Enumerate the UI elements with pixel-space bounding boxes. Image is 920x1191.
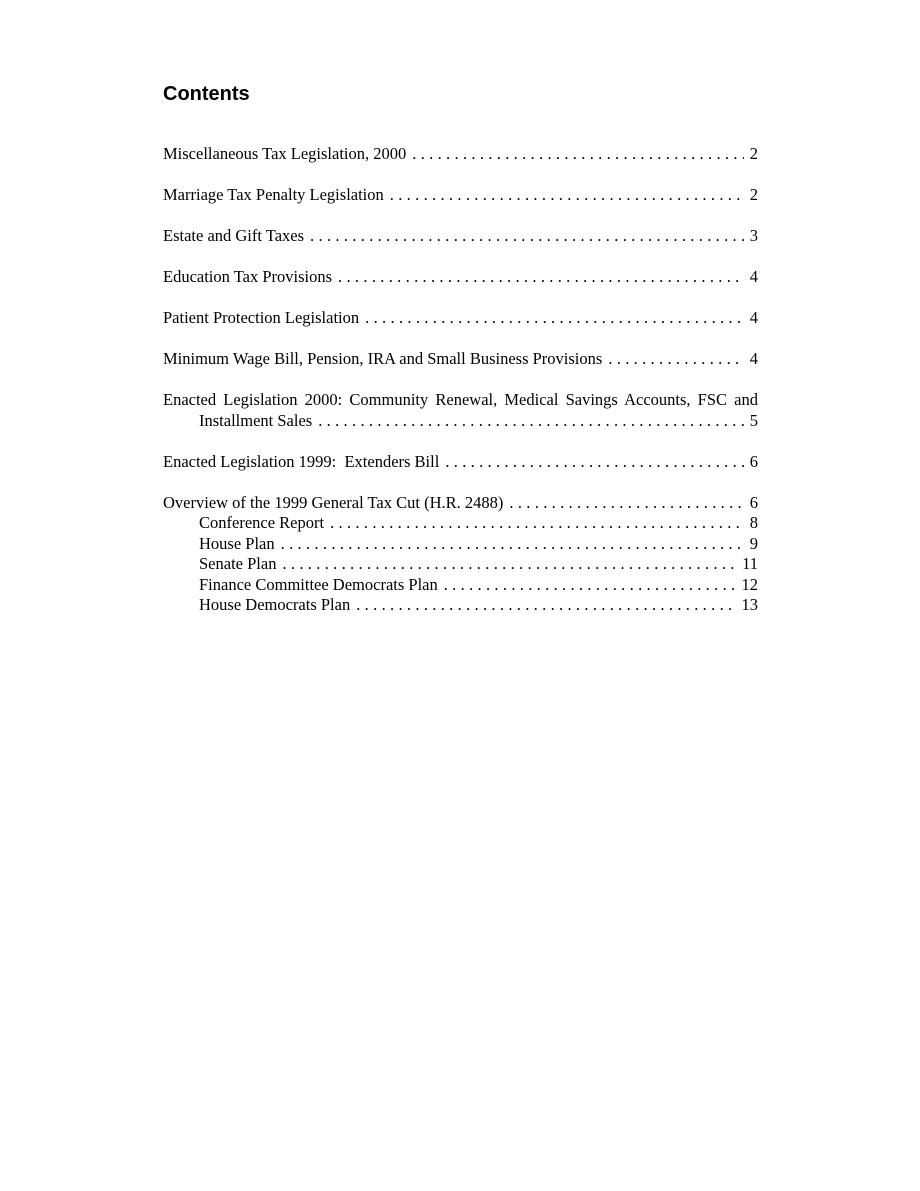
- table-of-contents: [163, 144, 758, 616]
- toc-subentry-title: Conference Report: [199, 513, 325, 532]
- toc-subentry-page: 9: [749, 533, 758, 553]
- dot-leader: [356, 595, 735, 616]
- toc-entry-title: Marriage Tax Penalty Legislation: [163, 185, 384, 204]
- dot-leader: [310, 226, 744, 247]
- dot-leader: [444, 575, 736, 596]
- toc-subentry-title: Finance Committee Democrats Plan: [199, 574, 438, 594]
- toc-entry-page: 6: [749, 451, 758, 471]
- dot-leader: [338, 267, 744, 288]
- toc-entry-page: 3: [749, 226, 758, 245]
- toc-subentry-title: House Plan: [199, 533, 275, 553]
- toc-subentry-title: Senate Plan: [199, 554, 277, 573]
- toc-subentry-title: House Democrats Plan: [199, 595, 351, 614]
- dot-leader: [412, 144, 744, 165]
- dot-leader: [282, 554, 736, 575]
- toc-entry-title: Miscellaneous Tax Legislation, 2000: [163, 144, 407, 163]
- toc-subentry[interactable]: [199, 595, 758, 616]
- toc-subentry-page: 12: [741, 574, 758, 594]
- toc-entry[interactable]: [163, 493, 758, 616]
- toc-subentry[interactable]: [199, 534, 758, 555]
- toc-entry[interactable]: [163, 144, 758, 165]
- dot-leader: [281, 534, 744, 555]
- dot-leader: [330, 513, 744, 534]
- toc-entry-title: Minimum Wage Bill, Pension, IRA and Small Business Provisions: [163, 349, 603, 368]
- toc-entry[interactable]: [163, 349, 758, 370]
- document-page: [163, 80, 758, 636]
- toc-entry-page: 2: [749, 185, 758, 204]
- dot-leader: [608, 349, 743, 370]
- toc-entry[interactable]: [163, 452, 758, 473]
- toc-subentry[interactable]: [199, 575, 758, 596]
- toc-entry[interactable]: [163, 185, 758, 206]
- toc-entry-title: Patient Protection Legislation: [163, 308, 360, 327]
- toc-entry-page: 2: [749, 144, 758, 163]
- toc-entry[interactable]: [163, 226, 758, 247]
- dot-leader: [390, 185, 744, 206]
- dot-leader: [445, 452, 743, 473]
- toc-entry-title: Enacted Legislation 1999: Extenders Bill: [163, 451, 440, 471]
- toc-subentry-page: 13: [741, 595, 758, 614]
- toc-entry[interactable]: [163, 308, 758, 329]
- toc-entry-title-line1: Enacted Legislation 2000: Community Renewal, Medical Savings Accounts, FSC and: [163, 390, 758, 409]
- toc-entry-title: Education Tax Provisions: [163, 267, 333, 286]
- toc-subentry-page: 8: [749, 513, 758, 532]
- toc-entry-title-line2: Installment Sales: [199, 410, 313, 430]
- page-title: Contents: [163, 83, 250, 105]
- toc-entry-page: 4: [749, 308, 758, 327]
- toc-subentry[interactable]: [199, 554, 758, 575]
- dot-leader: [318, 411, 744, 432]
- toc-entry-title: Estate and Gift Taxes: [163, 226, 305, 245]
- toc-entry-page: 4: [749, 267, 758, 286]
- toc-entry-title: Overview of the 1999 General Tax Cut (H.R. 2488): [163, 492, 504, 512]
- toc-entry-page: 4: [749, 349, 758, 368]
- toc-entry[interactable]: [163, 390, 758, 431]
- toc-subentry-page: 11: [742, 554, 758, 573]
- toc-entry-page: 5: [749, 410, 758, 430]
- toc-subentries: [163, 513, 758, 616]
- dot-leader: [509, 493, 743, 514]
- toc-entry-page: 6: [749, 492, 758, 512]
- toc-entry[interactable]: [163, 267, 758, 288]
- dot-leader: [365, 308, 744, 329]
- toc-subentry[interactable]: [199, 513, 758, 534]
